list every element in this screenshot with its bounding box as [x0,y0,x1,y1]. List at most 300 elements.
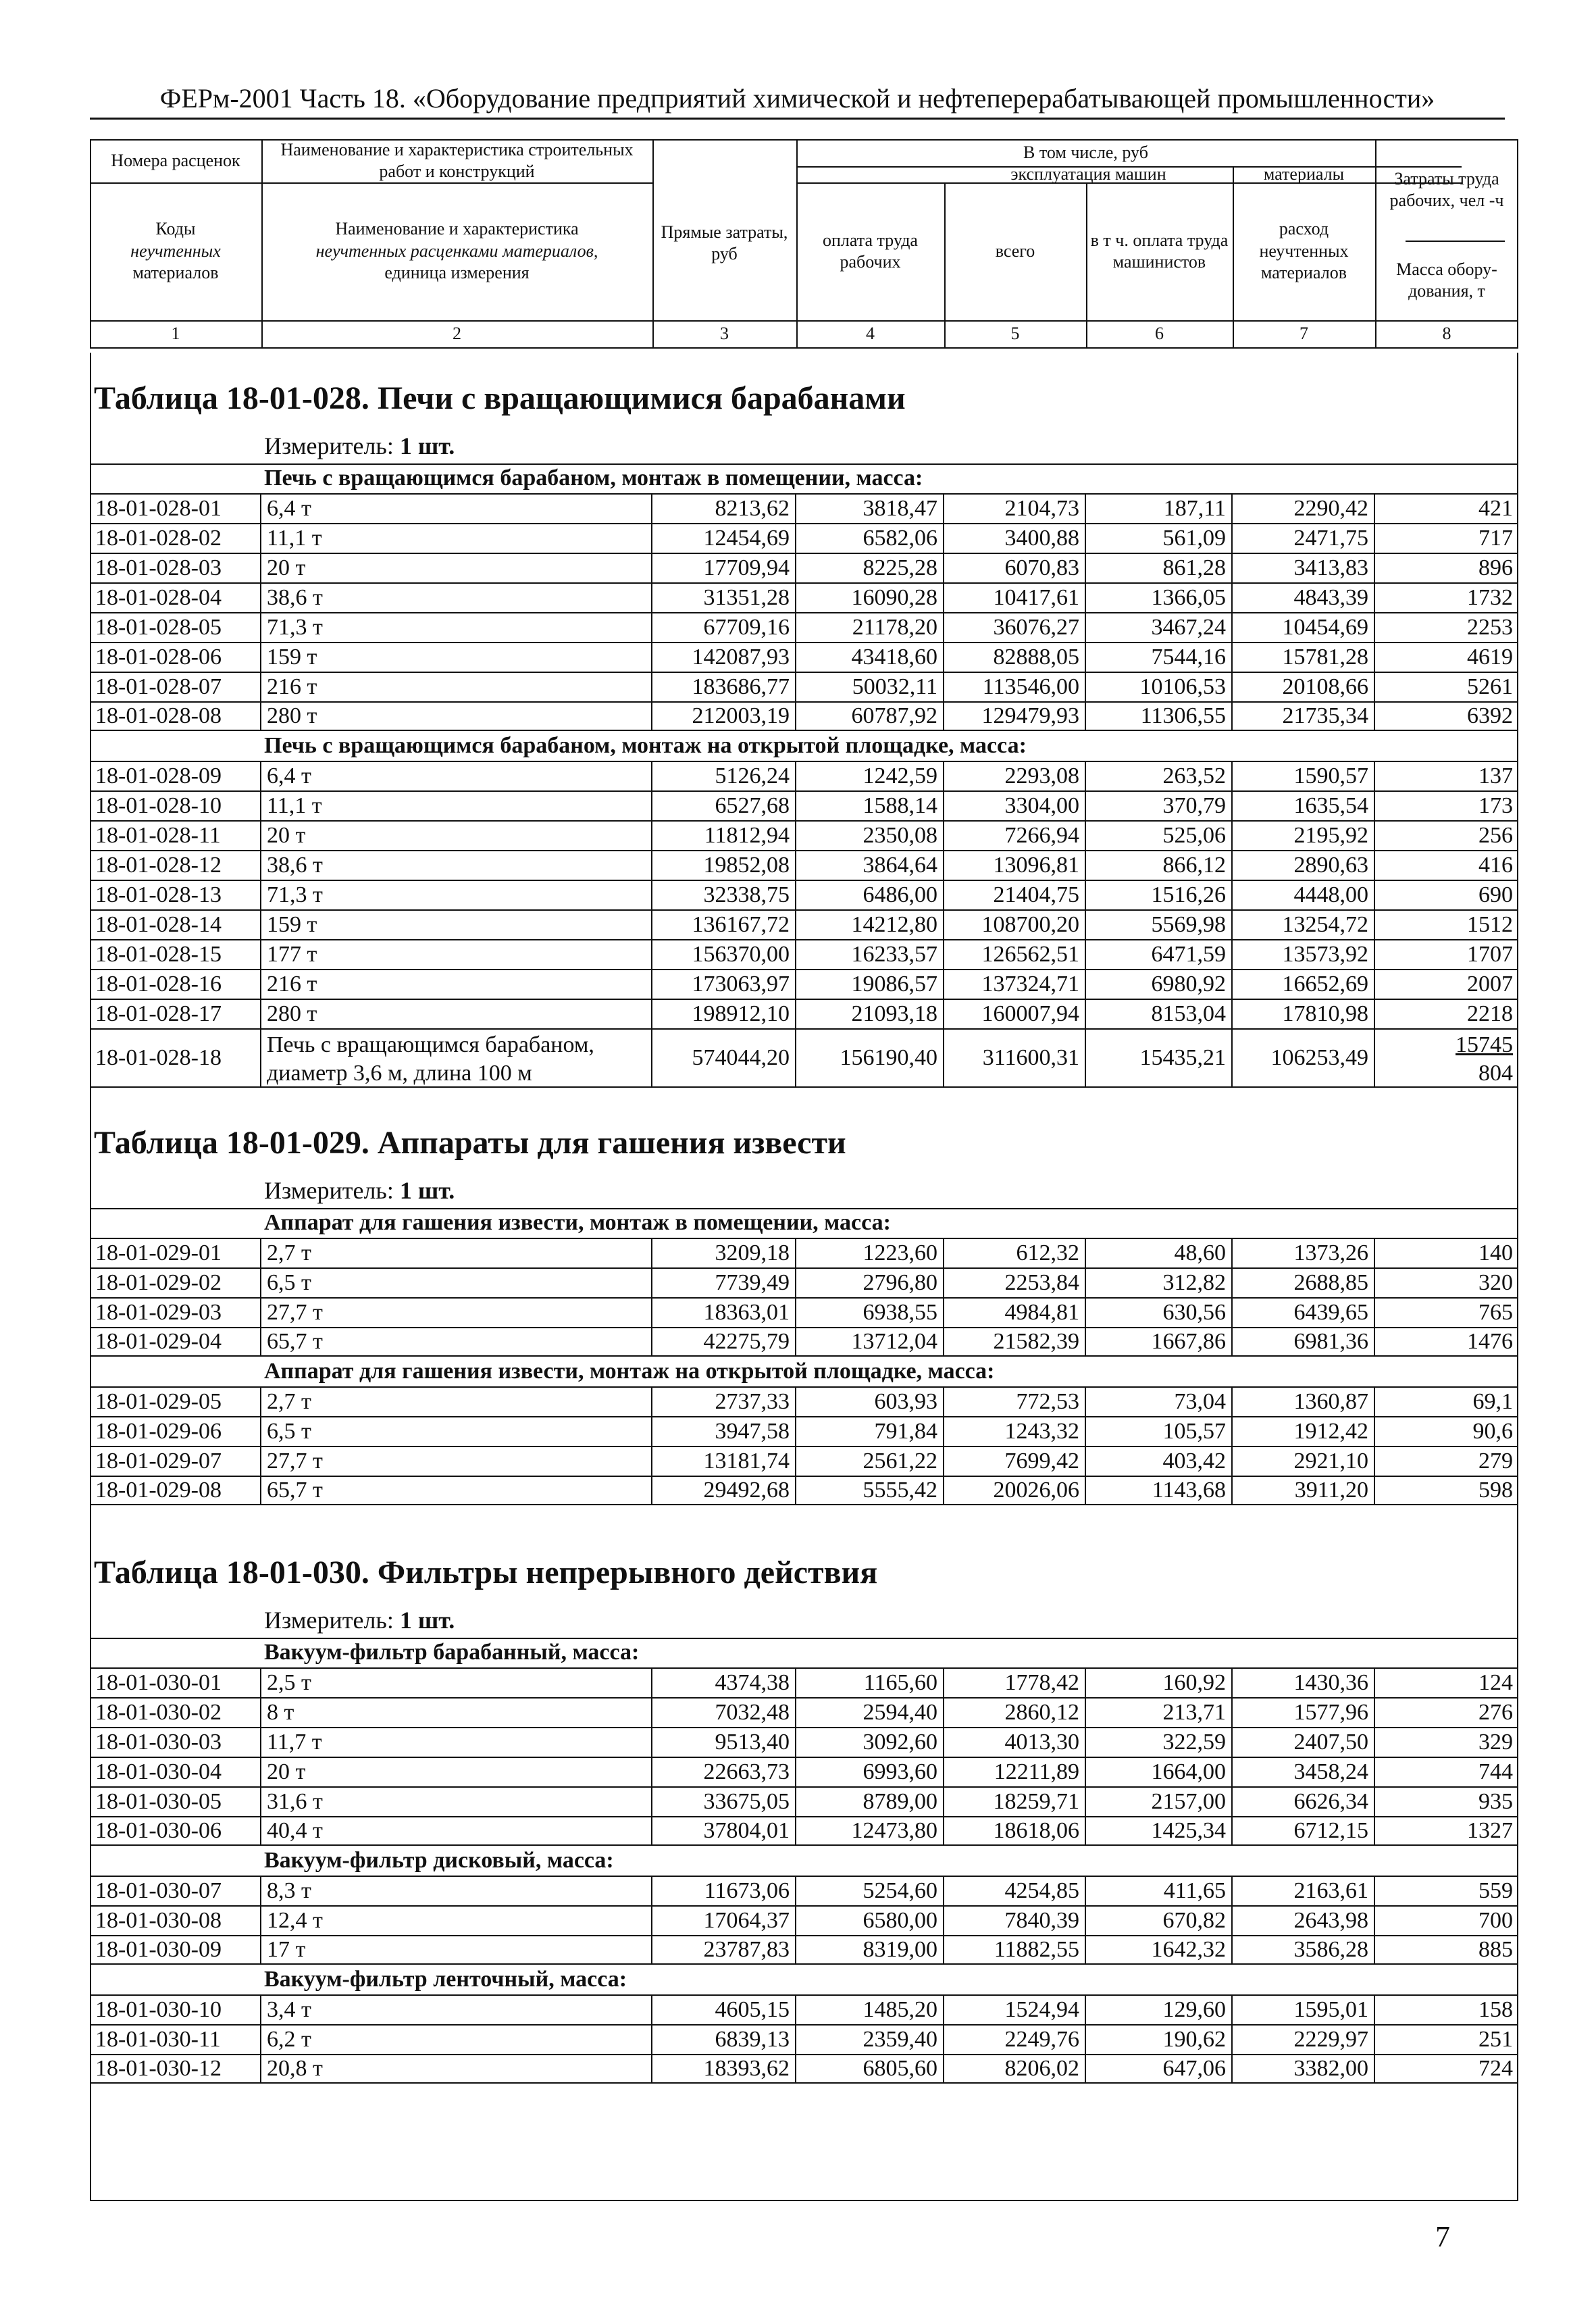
col-number-1: 1 [171,324,180,343]
code-cell: 18-01-028-02 [90,524,261,553]
table-title: Таблица 18-01-028. Печи с вращающимися барабанами [94,380,906,416]
labor-hours: 15745 [1456,1032,1513,1057]
drivers-cell: 3467,24 [1086,613,1233,642]
machines-cell: 126562,51 [944,940,1086,969]
table-row [90,969,1518,999]
column-header [90,139,1518,353]
code-cell: 18-01-028-07 [90,673,261,701]
col-number-8: 8 [1442,324,1451,343]
header-drivers-pay: в т ч. оплата труда машинистов [1090,230,1229,272]
code-cell: 18-01-029-04 [90,1328,261,1355]
name-cell: 40,4 т [261,1817,652,1844]
pay-cell: 3818,47 [796,495,944,523]
machines-cell: 1243,32 [944,1417,1086,1446]
table-row [90,2054,1518,2084]
col-number-5: 5 [1010,324,1020,343]
machines-cell: 1778,42 [944,1669,1086,1697]
drivers-cell: 1667,86 [1086,1328,1233,1355]
section-label: Вакуум-фильтр барабанный, масса: [264,1640,640,1665]
pay-cell: 50032,11 [796,673,944,701]
direct-cell: 22663,73 [652,1758,796,1786]
pay-cell: 8789,00 [796,1788,944,1816]
pay-cell: 12473,80 [796,1817,944,1844]
pay-cell: 19086,57 [796,970,944,999]
materials-cell: 2688,85 [1233,1269,1375,1297]
code-cell: 18-01-028-14 [90,911,261,939]
pay-cell: 1588,14 [796,792,944,820]
drivers-cell: 1516,26 [1086,881,1233,909]
direct-cell: 142087,93 [652,643,796,672]
table-row [90,820,1518,850]
machines-cell: 2293,08 [944,762,1086,790]
col-number-2: 2 [453,324,461,343]
direct-cell: 3947,58 [652,1417,796,1446]
table-row [90,1028,1518,1088]
drivers-cell: 5569,98 [1086,911,1233,939]
materials-cell: 1595,01 [1233,1996,1375,2024]
labor-cell: 5261 [1467,674,1513,699]
header-materials: материалы [1263,164,1345,184]
pay-cell: 1165,60 [796,1669,944,1697]
machines-cell: 108700,20 [944,911,1086,939]
name-cell: 8,3 т [261,1877,652,1905]
code-cell: 18-01-028-03 [90,554,261,582]
pay-cell: 8225,28 [796,554,944,582]
pay-cell: 21093,18 [796,1000,944,1028]
code-cell: 18-01-029-02 [90,1269,261,1297]
labor-cell: 2253 [1467,615,1513,640]
table-row [90,1905,1518,1935]
drivers-cell: 7544,16 [1086,643,1233,672]
col-number-6: 6 [1155,324,1164,343]
name-cell: 31,6 т [261,1788,652,1816]
drivers-cell: 1143,68 [1086,1477,1233,1504]
pay-cell: 6486,00 [796,881,944,909]
machines-cell: 13096,81 [944,851,1086,880]
header-name-bottom [261,182,652,320]
materials-cell: 21735,34 [1233,703,1375,730]
direct-cell: 4605,15 [652,1996,796,2024]
pay-cell: 21178,20 [796,613,944,642]
direct-cell: 13181,74 [652,1447,796,1476]
name-cell: 17 т [261,1936,652,1963]
code-cell: 18-01-030-08 [90,1907,261,1935]
drivers-cell: 190,62 [1086,2026,1233,2054]
table-title: Таблица 18-01-029. Аппараты для гашения извести [94,1125,846,1161]
name-cell: 20 т [261,554,652,582]
materials-cell: 6626,34 [1233,1788,1375,1816]
name-cell: 65,7 т [261,1477,652,1504]
pay-cell: 3864,64 [796,851,944,880]
drivers-cell: 160,92 [1086,1669,1233,1697]
materials-cell: 15781,28 [1233,643,1375,672]
materials-cell: 4843,39 [1233,584,1375,612]
table-row [90,850,1518,880]
drivers-cell: 1425,34 [1086,1817,1233,1844]
table-row [90,672,1518,701]
header-codes-top: Номера расценок [111,150,240,170]
direct-cell: 173063,97 [652,970,796,999]
labor-cell: 744 [1478,1759,1513,1784]
section-label: Печь с вращающимся барабаном, монтаж на открытой площадке, масса: [264,733,1027,758]
code-cell: 18-01-028-05 [90,613,261,642]
labor-cell: 320 [1478,1270,1513,1295]
drivers-cell: 312,82 [1086,1269,1233,1297]
machines-cell: 11882,55 [944,1936,1086,1963]
code-cell: 18-01-030-03 [90,1728,261,1757]
machines-cell: 36076,27 [944,613,1086,642]
machines-cell: 7840,39 [944,1907,1086,1935]
drivers-cell: 1642,32 [1086,1936,1233,1963]
direct-cell: 136167,72 [652,911,796,939]
labor-cell: 279 [1478,1449,1513,1474]
code-cell: 18-01-028-10 [90,792,261,820]
direct-cell: 574044,20 [652,1030,796,1086]
machines-cell: 20026,06 [944,1477,1086,1504]
materials-cell: 4448,00 [1233,881,1375,909]
materials-cell: 2890,63 [1233,851,1375,880]
pay-cell: 2350,08 [796,822,944,850]
name-cell: 38,6 т [261,851,652,880]
table-row [90,1816,1518,1846]
pay-cell: 6580,00 [796,1907,944,1935]
drivers-cell: 2157,00 [1086,1788,1233,1816]
direct-cell: 7032,48 [652,1699,796,1727]
labor-cell: 2218 [1467,1001,1513,1026]
labor-cell: 6392 [1467,703,1513,728]
section-label: Аппарат для гашения извести, монтаж на открытой площадке, масса: [264,1359,995,1384]
machines-cell: 772,53 [944,1388,1086,1416]
name-cell: 20 т [261,822,652,850]
drivers-cell: 403,42 [1086,1447,1233,1476]
machines-cell: 12211,89 [944,1758,1086,1786]
materials-cell: 1577,96 [1233,1699,1375,1727]
labor-cell: 935 [1478,1789,1513,1814]
name-cell: 6,2 т [261,2026,652,2054]
table-row [90,909,1518,939]
materials-cell: 2229,97 [1233,2026,1375,2054]
code-cell: 18-01-029-08 [90,1477,261,1504]
drivers-cell: 370,79 [1086,792,1233,820]
table-row [90,612,1518,642]
pay-cell: 8319,00 [796,1936,944,1963]
pay-cell: 1223,60 [796,1239,944,1267]
code-cell: 18-01-028-04 [90,584,261,612]
materials-cell: 6981,36 [1233,1328,1375,1355]
header-machines-total: всего [995,241,1035,261]
measure-value: 1 шт. [399,1607,455,1634]
header-rule-numbers [90,347,1518,349]
drivers-cell: 187,11 [1086,495,1233,523]
code-cell: 18-01-028-12 [90,851,261,880]
code-cell: 18-01-028-18 [90,1030,261,1086]
table-row [90,493,1518,523]
labor-cell: 256 [1478,823,1513,848]
pay-cell: 2359,40 [796,2026,944,2054]
machines-cell: 8206,02 [944,2055,1086,2082]
measure-value: 1 шт. [399,432,455,459]
materials-cell: 13573,92 [1233,940,1375,969]
materials-cell: 2195,92 [1233,822,1375,850]
materials-cell: 3382,00 [1233,2055,1375,2082]
labor-cell: 90,6 [1472,1419,1513,1444]
table-title: Таблица 18-01-030. Фильтры непрерывного действия [94,1555,878,1590]
measure-label: Измеритель: [264,1607,394,1634]
direct-cell: 31351,28 [652,584,796,612]
section-label: Вакуум-фильтр ленточный, масса: [264,1967,627,1992]
measure-label: Измеритель: [264,432,394,459]
materials-cell: 2163,61 [1233,1877,1375,1905]
name-cell: 8 т [261,1699,652,1727]
code-cell: 18-01-028-13 [90,881,261,909]
pay-cell: 3092,60 [796,1728,944,1757]
table-row [90,523,1518,553]
measure-line [264,1606,455,1634]
labor-cell: 4619 [1467,645,1513,670]
header-labor-pay: оплата труда рабочих [823,230,918,272]
labor-cell: 140 [1478,1240,1513,1265]
name-cell: 20 т [261,1758,652,1786]
code-cell: 18-01-028-08 [90,703,261,730]
direct-cell: 2737,33 [652,1388,796,1416]
name-cell: Печь с вращающимся барабаном, диаметр 3,6 м, длина 100 м [261,1030,652,1086]
pay-cell: 1242,59 [796,762,944,790]
labor-cell: 1707 [1467,942,1513,967]
table-row [90,1297,1518,1327]
table-row [90,553,1518,582]
direct-cell: 198912,10 [652,1000,796,1028]
machines-cell: 2104,73 [944,495,1086,523]
pay-cell: 6993,60 [796,1758,944,1786]
code-cell: 18-01-028-16 [90,970,261,999]
pay-cell: 5254,60 [796,1877,944,1905]
header-name-top: Наименование и характеристика строительных работ и конструкций [280,139,634,181]
code-cell: 18-01-030-12 [90,2055,261,2082]
code-cell: 18-01-030-07 [90,1877,261,1905]
header-unaccounted: расход неучтенных материалов [1259,219,1349,283]
labor-cell: 137 [1478,763,1513,788]
table-row [90,1327,1518,1357]
materials-cell: 13254,72 [1233,911,1375,939]
materials-cell: 16652,69 [1233,970,1375,999]
code-cell: 18-01-030-10 [90,1996,261,2024]
col-number-3: 3 [720,324,729,343]
machines-cell: 18618,06 [944,1817,1086,1844]
labor-cell: 1327 [1467,1818,1513,1843]
labor-cell: 1732 [1467,585,1513,610]
section-label: Печь с вращающимся барабаном, монтаж в помещении, масса: [264,466,923,491]
materials-cell: 1373,26 [1233,1239,1375,1267]
name-cell: 3,4 т [261,1996,652,2024]
materials-cell: 6712,15 [1233,1817,1375,1844]
labor-cell: 559 [1478,1878,1513,1903]
drivers-cell: 1664,00 [1086,1758,1233,1786]
name-cell: 159 т [261,643,652,672]
drivers-cell: 411,65 [1086,1877,1233,1905]
drivers-cell: 6471,59 [1086,940,1233,969]
table-row [90,1786,1518,1816]
name-cell: 20,8 т [261,2055,652,2082]
code-cell: 18-01-029-07 [90,1447,261,1476]
machines-cell: 10417,61 [944,584,1086,612]
table-row [90,761,1518,790]
drivers-cell: 105,57 [1086,1417,1233,1446]
materials-cell: 2471,75 [1233,524,1375,553]
machines-cell: 3400,88 [944,524,1086,553]
drivers-cell: 263,52 [1086,762,1233,790]
table-row [90,999,1518,1028]
materials-cell: 17810,98 [1233,1000,1375,1028]
name-cell: 177 т [261,940,652,969]
labor-cell: 690 [1478,882,1513,907]
labor-cell: 173 [1478,793,1513,818]
direct-cell: 183686,77 [652,673,796,701]
table-row [90,1416,1518,1446]
direct-cell: 32338,75 [652,881,796,909]
code-cell: 18-01-030-06 [90,1817,261,1844]
direct-cell: 156370,00 [652,940,796,969]
code-cell: 18-01-029-06 [90,1417,261,1446]
machines-cell: 18259,71 [944,1788,1086,1816]
direct-cell: 6527,68 [652,792,796,820]
name-cell: 6,5 т [261,1417,652,1446]
labor-cell: 765 [1478,1300,1513,1325]
code-cell: 18-01-029-03 [90,1299,261,1327]
labor-cell: 1512 [1467,912,1513,937]
materials-cell: 2643,98 [1233,1907,1375,1935]
direct-cell: 6839,13 [652,2026,796,2054]
pay-cell: 6582,06 [796,524,944,553]
pay-cell: 2594,40 [796,1699,944,1727]
drivers-cell: 10106,53 [1086,673,1233,701]
pay-cell: 5555,42 [796,1477,944,1504]
table-row [90,1386,1518,1416]
materials-cell: 20108,66 [1233,673,1375,701]
materials-cell: 6439,65 [1233,1299,1375,1327]
table-row [90,1727,1518,1757]
col-number-7: 7 [1299,324,1308,343]
header-name-bottom-line3: единица измерения [384,263,530,283]
table-row [90,1667,1518,1697]
direct-cell: 5126,24 [652,762,796,790]
machines-cell: 311600,31 [944,1030,1086,1086]
drivers-cell: 861,28 [1086,554,1233,582]
name-cell: 71,3 т [261,881,652,909]
direct-cell: 67709,16 [652,613,796,642]
materials-cell: 2290,42 [1233,495,1375,523]
labor-cell: 2007 [1467,972,1513,997]
table-row [90,1446,1518,1476]
machines-cell: 82888,05 [944,643,1086,672]
name-cell: 159 т [261,911,652,939]
name-cell: 71,3 т [261,613,652,642]
code-cell: 18-01-029-05 [90,1388,261,1416]
page-number: 7 [1435,2220,1450,2253]
running-head-rule [90,118,1505,120]
code-cell: 18-01-028-11 [90,822,261,850]
pay-cell: 791,84 [796,1417,944,1446]
name-cell: 12,4 т [261,1907,652,1935]
materials-cell: 2407,50 [1233,1728,1375,1757]
machines-cell: 612,32 [944,1239,1086,1267]
table-row [90,1876,1518,1905]
labor-cell: 69,1 [1472,1389,1513,1414]
pay-cell: 1485,20 [796,1996,944,2024]
direct-cell: 17064,37 [652,1907,796,1935]
measure-label: Измеритель: [264,1177,394,1204]
direct-cell: 18393,62 [652,2055,796,2082]
code-cell: 18-01-030-11 [90,2026,261,2054]
labor-cell: 124 [1478,1670,1513,1695]
drivers-cell: 129,60 [1086,1996,1233,2024]
drivers-cell: 15435,21 [1086,1030,1233,1086]
labor-mass-cell [1375,1030,1518,1086]
labor-cell: 717 [1478,526,1513,551]
header-name-bottom-line1: Наименование и характеристика [335,219,579,239]
materials-cell: 3586,28 [1233,1936,1375,1963]
pay-cell: 156190,40 [796,1030,944,1086]
direct-cell: 17709,94 [652,554,796,582]
machines-cell: 137324,71 [944,970,1086,999]
measure-line [264,432,455,460]
drivers-cell: 11306,55 [1086,703,1233,730]
materials-cell: 3413,83 [1233,554,1375,582]
table-row [90,642,1518,672]
machines-cell: 4013,30 [944,1728,1086,1757]
direct-cell: 11812,94 [652,822,796,850]
code-cell: 18-01-030-05 [90,1788,261,1816]
header-codes-bottom: Коды неучтенных материалов [130,219,221,283]
equipment-mass: 804 [1478,1061,1513,1086]
table-row [90,880,1518,909]
materials-cell: 1590,57 [1233,762,1375,790]
machines-cell: 2860,12 [944,1699,1086,1727]
drivers-cell: 213,71 [1086,1699,1233,1727]
name-cell: 11,1 т [261,792,652,820]
direct-cell: 33675,05 [652,1788,796,1816]
pay-cell: 60787,92 [796,703,944,730]
pay-cell: 2561,22 [796,1447,944,1476]
running-head: ФЕРм-2001 Часть 18. «Оборудование предприятий химической и нефтеперерабатывающей промышленности» [159,83,1435,114]
labor-cell: 896 [1478,555,1513,580]
name-cell: 6,4 т [261,762,652,790]
code-cell: 18-01-030-09 [90,1936,261,1963]
table-row [90,790,1518,820]
name-cell: 216 т [261,673,652,701]
code-cell: 18-01-028-01 [90,495,261,523]
code-cell: 18-01-030-01 [90,1669,261,1697]
drivers-cell: 647,06 [1086,2055,1233,2082]
table-row [90,701,1518,731]
direct-cell: 212003,19 [652,703,796,730]
direct-cell: 8213,62 [652,495,796,523]
name-cell: 2,7 т [261,1239,652,1267]
machines-cell: 129479,93 [944,703,1086,730]
direct-cell: 9513,40 [652,1728,796,1757]
table-row [90,582,1518,612]
name-cell: 38,6 т [261,584,652,612]
machines-cell: 4984,81 [944,1299,1086,1327]
code-cell: 18-01-028-17 [90,1000,261,1028]
direct-cell: 11673,06 [652,1877,796,1905]
materials-cell: 2921,10 [1233,1447,1375,1476]
pay-cell: 13712,04 [796,1328,944,1355]
materials-cell: 1430,36 [1233,1669,1375,1697]
machines-cell: 4254,85 [944,1877,1086,1905]
materials-cell: 106253,49 [1233,1030,1375,1086]
name-cell: 6,5 т [261,1269,652,1297]
materials-cell: 1360,87 [1233,1388,1375,1416]
